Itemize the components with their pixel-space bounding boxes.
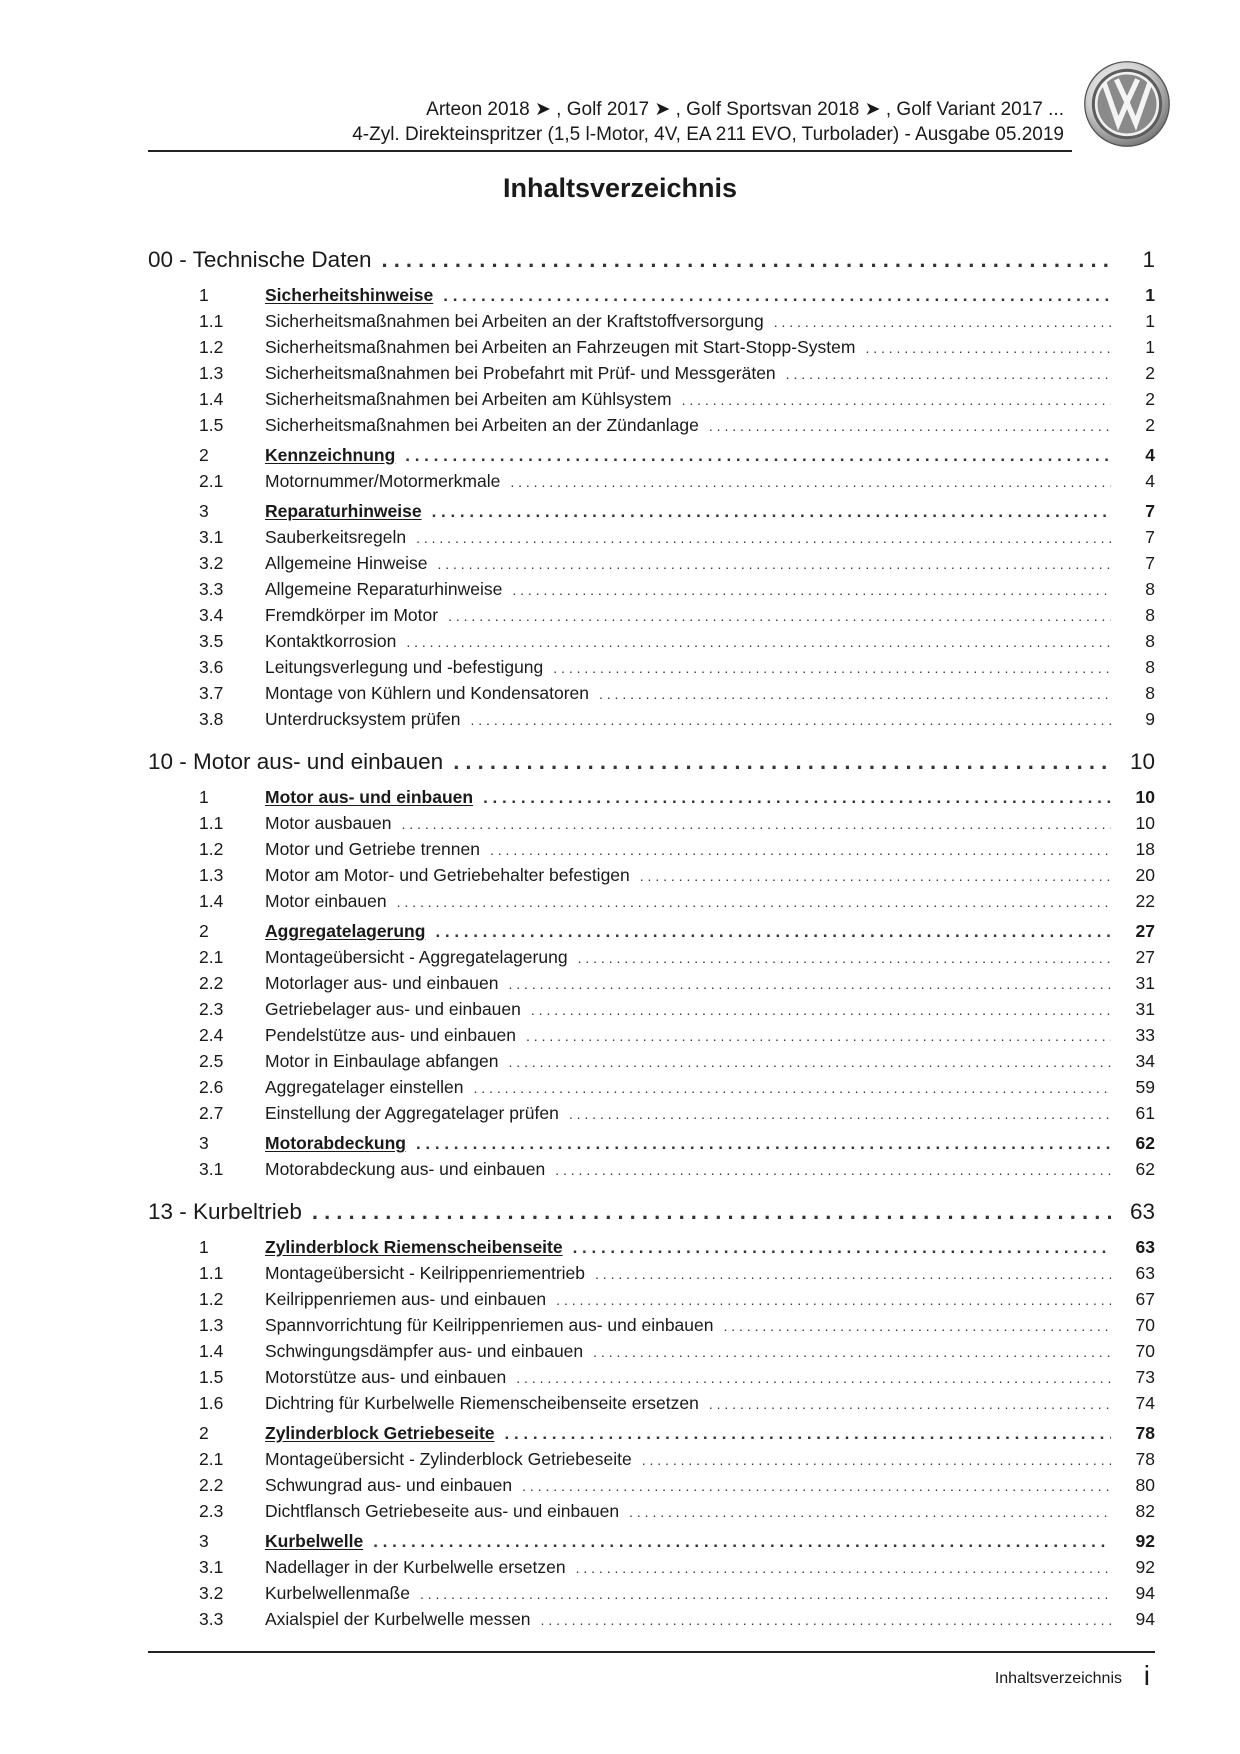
toc-entry-title: Motor am Motor- und Getriebehalter befestigen <box>265 865 630 885</box>
dot-leader <box>432 499 1111 525</box>
toc-section[interactable] <box>148 784 1155 810</box>
toc-entry-page: 2 <box>1145 389 1155 409</box>
toc-entry-number: 2.2 <box>199 973 224 993</box>
toc-entry-title: Dichtring für Kurbelwelle Riemenscheibenseite ersetzen <box>265 1393 699 1413</box>
toc-section[interactable] <box>148 1528 1155 1554</box>
toc-entry[interactable] <box>148 680 1155 706</box>
dot-leader <box>510 469 1111 495</box>
toc-entry-page: 61 <box>1135 1103 1155 1123</box>
toc-entry-number: 3.2 <box>199 553 224 573</box>
toc-section-title: Kurbelwelle <box>265 1531 364 1551</box>
toc-section-page: 63 <box>1135 1237 1155 1257</box>
toc-chapter-page: 1 <box>1142 247 1155 272</box>
toc-entry-title: Sicherheitsmaßnahmen bei Arbeiten an der Zündanlage <box>265 415 699 435</box>
toc-entry[interactable] <box>148 1074 1155 1100</box>
chapter-gap <box>148 1182 1155 1194</box>
chapter-gap <box>148 732 1155 744</box>
toc-entry[interactable] <box>148 1022 1155 1048</box>
dot-leader <box>593 1339 1111 1365</box>
toc-section-number: 2 <box>199 1423 209 1443</box>
toc-chapter-title: 00 - Technische Daten <box>148 247 372 272</box>
toc-section-title: Reparaturhinweise <box>265 501 422 521</box>
toc-entry-number: 3.6 <box>199 657 224 677</box>
toc-section-number: 3 <box>199 1531 209 1551</box>
toc-entry-number: 3.4 <box>199 605 224 625</box>
dot-leader <box>709 1391 1111 1417</box>
toc-entry-page: 78 <box>1135 1449 1155 1469</box>
toc-entry-title: Sauberkeitsregeln <box>265 527 407 547</box>
toc-entry-number: 1.2 <box>199 337 224 357</box>
toc-entry-number: 1.5 <box>199 415 224 435</box>
toc-section-title: Motorabdeckung <box>265 1133 406 1153</box>
toc-entry-page: 10 <box>1135 813 1155 833</box>
vw-logo-icon <box>1083 60 1171 148</box>
toc-section-page: 7 <box>1145 501 1155 521</box>
toc-entry-page: 92 <box>1135 1557 1155 1577</box>
toc-entry-page: 59 <box>1135 1077 1155 1097</box>
dot-leader <box>397 889 1111 915</box>
toc-entry-title: Unterdrucksystem prüfen <box>265 709 461 729</box>
dot-leader <box>505 1421 1111 1447</box>
toc-entry[interactable] <box>148 576 1155 602</box>
toc-entry-title: Sicherheitsmaßnahmen bei Arbeiten am Kühlsystem <box>265 389 672 409</box>
toc-entry-page: 22 <box>1135 891 1155 911</box>
dot-leader <box>629 1499 1111 1525</box>
toc-entry-page: 9 <box>1145 709 1155 729</box>
toc-section[interactable] <box>148 1234 1155 1260</box>
toc-section-title: Sicherheitshinweise <box>265 285 434 305</box>
toc-entry[interactable] <box>148 996 1155 1022</box>
toc-entry-number: 1.1 <box>199 813 224 833</box>
dot-leader <box>416 525 1111 551</box>
toc-entry-title: Spannvorrichtung für Keilrippenriemen aus- und einbauen <box>265 1315 714 1335</box>
toc-entry-page: 8 <box>1145 657 1155 677</box>
dot-leader <box>471 707 1112 733</box>
toc-entry[interactable] <box>148 308 1155 334</box>
toc-chapter-title: 13 - Kurbeltrieb <box>148 1199 302 1224</box>
toc-entry-page: 4 <box>1145 471 1155 491</box>
toc-entry[interactable] <box>148 1446 1155 1472</box>
toc-entry-title: Motorabdeckung aus- und einbauen <box>265 1159 546 1179</box>
toc-entry-page: 80 <box>1135 1475 1155 1495</box>
dot-leader <box>473 1075 1111 1101</box>
toc-entry[interactable] <box>148 1364 1155 1390</box>
toc-entry-number: 1.6 <box>199 1393 224 1413</box>
toc-entry-number: 3.3 <box>199 579 224 599</box>
toc-entry-page: 7 <box>1145 553 1155 573</box>
toc-entry[interactable] <box>148 810 1155 836</box>
toc-entry-number: 1.2 <box>199 839 224 859</box>
toc-entry-number: 2.1 <box>199 947 224 967</box>
toc-entry-page: 8 <box>1145 579 1155 599</box>
toc-section-title: Kennzeichnung <box>265 445 396 465</box>
toc-entry-title: Allgemeine Hinweise <box>265 553 428 573</box>
toc-entry-number: 1.2 <box>199 1289 224 1309</box>
toc-entry-title: Motorstütze aus- und einbauen <box>265 1367 507 1387</box>
toc-entry-page: 8 <box>1145 631 1155 651</box>
dot-leader <box>509 971 1112 997</box>
footer-divider <box>148 1651 1155 1653</box>
toc-section[interactable] <box>148 498 1155 524</box>
toc-entry-number: 1.1 <box>199 311 224 331</box>
toc-entry-page: 1 <box>1145 311 1155 331</box>
toc-entry[interactable] <box>148 1156 1155 1182</box>
toc-section[interactable] <box>148 918 1155 944</box>
toc-section[interactable] <box>148 1130 1155 1156</box>
toc-entry-title: Schwingungsdämpfer aus- und einbauen <box>265 1341 584 1361</box>
toc-entry-page: 31 <box>1135 999 1155 1019</box>
toc-entry-number: 1.5 <box>199 1367 224 1387</box>
toc-entry-page: 63 <box>1135 1263 1155 1283</box>
toc-entry[interactable] <box>148 888 1155 914</box>
toc-entry[interactable] <box>148 360 1155 386</box>
toc-entry[interactable] <box>148 654 1155 680</box>
dot-leader <box>865 335 1111 361</box>
toc-entry[interactable] <box>148 602 1155 628</box>
dot-leader <box>490 837 1111 863</box>
dot-leader <box>416 1131 1111 1157</box>
toc-entry-title: Motor und Getriebe trennen <box>265 839 480 859</box>
dot-leader <box>373 1529 1111 1555</box>
toc-entry-number: 3.2 <box>199 1583 224 1603</box>
toc-section-number: 2 <box>199 921 209 941</box>
toc-entry-number: 3.5 <box>199 631 224 651</box>
dot-leader <box>573 1235 1111 1261</box>
toc-section-number: 1 <box>199 285 209 305</box>
toc-entry-title: Sicherheitsmaßnahmen bei Probefahrt mit Prüf- und Messgeräten <box>265 363 776 383</box>
toc-entry[interactable] <box>148 1286 1155 1312</box>
footer-page-number: i <box>1143 1660 1150 1691</box>
toc-entry-title: Leitungsverlegung und -befestigung <box>265 657 544 677</box>
toc-entry-title: Kontaktkorrosion <box>265 631 397 651</box>
toc-section-page: 27 <box>1135 921 1155 941</box>
dot-leader <box>541 1607 1111 1633</box>
toc-entry-page: 18 <box>1135 839 1155 859</box>
toc-entry-number: 2.1 <box>199 471 224 491</box>
footer-label: Inhaltsverzeichnis <box>994 1670 1122 1687</box>
toc-section-number: 2 <box>199 445 209 465</box>
dot-leader <box>774 309 1111 335</box>
toc-entry[interactable] <box>148 1048 1155 1074</box>
toc-entry-title: Axialspiel der Kurbelwelle messen <box>265 1609 531 1629</box>
toc-section-page: 62 <box>1135 1133 1155 1153</box>
toc-section-title: Motor aus- und einbauen <box>265 787 474 807</box>
toc-entry-number: 2.4 <box>199 1025 224 1045</box>
toc-entry-page: 31 <box>1135 973 1155 993</box>
toc-entry-number: 2.2 <box>199 1475 224 1495</box>
toc-entry-title: Motornummer/Motormerkmale <box>265 471 501 491</box>
toc-entry[interactable] <box>148 1606 1155 1632</box>
toc-entry[interactable] <box>148 334 1155 360</box>
toc-section-page: 78 <box>1135 1423 1155 1443</box>
toc-section-page: 4 <box>1145 445 1155 465</box>
dot-leader <box>599 681 1111 707</box>
toc-chapter-page: 63 <box>1129 1199 1155 1224</box>
dot-leader <box>512 577 1111 603</box>
toc-entry-number: 1.1 <box>199 1263 224 1283</box>
toc-entry-number: 3.7 <box>199 683 224 703</box>
toc-entry-number: 2.1 <box>199 1449 224 1469</box>
toc-entry-number: 2.3 <box>199 999 224 1019</box>
dot-leader <box>595 1261 1111 1287</box>
table-of-contents <box>148 242 1155 1632</box>
dot-leader <box>448 603 1111 629</box>
toc-entry[interactable] <box>148 1100 1155 1126</box>
toc-entry-number: 3.1 <box>199 527 224 547</box>
dot-leader <box>483 785 1111 811</box>
toc-section-number: 1 <box>199 787 209 807</box>
toc-entry-page: 70 <box>1135 1341 1155 1361</box>
toc-entry-page: 62 <box>1135 1159 1155 1179</box>
toc-entry[interactable] <box>148 944 1155 970</box>
header-vehicles: Arteon 2018 ➤ , Golf 2017 ➤ , Golf Sportsvan 2018 ➤ , Golf Variant 2017 ... <box>426 99 1064 120</box>
toc-entry-title: Montageübersicht - Aggregatelagerung <box>265 947 568 967</box>
toc-entry[interactable] <box>148 1312 1155 1338</box>
dot-leader <box>405 443 1111 469</box>
toc-section-title: Aggregatelagerung <box>265 921 426 941</box>
toc-section-page: 92 <box>1135 1531 1155 1551</box>
toc-entry[interactable] <box>148 1390 1155 1416</box>
dot-leader <box>522 1473 1111 1499</box>
toc-entry-page: 20 <box>1135 865 1155 885</box>
toc-entry-number: 2.6 <box>199 1077 224 1097</box>
dot-leader <box>401 811 1111 837</box>
dot-leader <box>420 1581 1111 1607</box>
toc-entry[interactable] <box>148 550 1155 576</box>
toc-entry-title: Fremdkörper im Motor <box>265 605 439 625</box>
toc-entry-title: Motor einbauen <box>265 891 387 911</box>
toc-entry-page: 82 <box>1135 1501 1155 1521</box>
toc-entry-page: 73 <box>1135 1367 1155 1387</box>
dot-leader <box>516 1365 1111 1391</box>
toc-chapter-page: 10 <box>1129 749 1155 774</box>
toc-section-page: 10 <box>1135 787 1155 807</box>
toc-section-page: 1 <box>1145 285 1155 305</box>
toc-entry-page: 27 <box>1135 947 1155 967</box>
toc-entry-page: 94 <box>1135 1583 1155 1603</box>
dot-leader <box>578 945 1111 971</box>
toc-entry[interactable] <box>148 836 1155 862</box>
dot-leader <box>569 1101 1111 1127</box>
toc-entry-number: 3.8 <box>199 709 224 729</box>
toc-entry[interactable] <box>148 628 1155 654</box>
toc-entry-page: 8 <box>1145 683 1155 703</box>
toc-entry-title: Montage von Kühlern und Kondensatoren <box>265 683 589 703</box>
toc-entry[interactable] <box>148 524 1155 550</box>
toc-entry-page: 7 <box>1145 527 1155 547</box>
toc-section[interactable] <box>148 1420 1155 1446</box>
toc-entry[interactable] <box>148 1472 1155 1498</box>
toc-section-title: Zylinderblock Getriebeseite <box>265 1423 495 1443</box>
toc-entry-number: 3.3 <box>199 1609 224 1629</box>
toc-entry[interactable] <box>148 862 1155 888</box>
dot-leader <box>553 655 1111 681</box>
toc-entry[interactable] <box>148 386 1155 412</box>
toc-entry-page: 1 <box>1145 337 1155 357</box>
dot-leader <box>786 361 1111 387</box>
toc-entry-number: 1.3 <box>199 363 224 383</box>
toc-section-title: Zylinderblock Riemenscheibenseite <box>265 1237 563 1257</box>
dot-leader <box>531 997 1111 1023</box>
toc-section[interactable] <box>148 282 1155 308</box>
toc-entry[interactable] <box>148 1260 1155 1286</box>
toc-entry-number: 1.4 <box>199 389 224 409</box>
toc-entry[interactable] <box>148 1498 1155 1524</box>
toc-entry[interactable] <box>148 970 1155 996</box>
toc-entry-title: Motor ausbauen <box>265 813 392 833</box>
toc-entry-page: 2 <box>1145 415 1155 435</box>
toc-entry-page: 94 <box>1135 1609 1155 1629</box>
toc-entry-title: Motorlager aus- und einbauen <box>265 973 499 993</box>
toc-entry-page: 70 <box>1135 1315 1155 1335</box>
header-divider <box>148 150 1072 152</box>
toc-entry-page: 67 <box>1135 1289 1155 1309</box>
toc-entry-title: Montageübersicht - Keilrippenriementrieb <box>265 1263 586 1283</box>
toc-entry-page: 74 <box>1135 1393 1155 1413</box>
toc-entry-title: Montageübersicht - Zylinderblock Getriebeseite <box>265 1449 632 1469</box>
dot-leader <box>555 1157 1111 1183</box>
dot-leader <box>556 1287 1111 1313</box>
toc-chapter[interactable] <box>148 744 1155 780</box>
toc-section[interactable] <box>148 442 1155 468</box>
toc-entry-title: Motor in Einbaulage abfangen <box>265 1051 499 1071</box>
dot-leader <box>642 1447 1111 1473</box>
dot-leader <box>435 919 1111 945</box>
toc-entry-title: Einstellung der Aggregatelager prüfen <box>265 1103 559 1123</box>
toc-entry[interactable] <box>148 1338 1155 1364</box>
dot-leader <box>443 283 1111 309</box>
toc-entry-number: 3.1 <box>199 1557 224 1577</box>
toc-entry-number: 1.3 <box>199 865 224 885</box>
toc-chapter[interactable] <box>148 242 1155 278</box>
page-title: Inhaltsverzeichnis <box>502 173 738 203</box>
toc-entry[interactable] <box>148 1554 1155 1580</box>
toc-entry[interactable] <box>148 468 1155 494</box>
dot-leader <box>406 629 1111 655</box>
toc-entry[interactable] <box>148 1580 1155 1606</box>
toc-chapter[interactable] <box>148 1194 1155 1230</box>
toc-entry-title: Getriebelager aus- und einbauen <box>265 999 521 1019</box>
toc-entry-title: Sicherheitsmaßnahmen bei Arbeiten an der Kraftstoffversorgung <box>265 311 764 331</box>
toc-entry[interactable] <box>148 412 1155 438</box>
toc-entry-page: 33 <box>1135 1025 1155 1045</box>
toc-section-number: 3 <box>199 501 209 521</box>
toc-entry-title: Schwungrad aus- und einbauen <box>265 1475 513 1495</box>
dot-leader <box>312 1194 1111 1230</box>
dot-leader <box>640 863 1111 889</box>
toc-entry-page: 8 <box>1145 605 1155 625</box>
dot-leader <box>723 1313 1111 1339</box>
toc-entry-number: 2.5 <box>199 1051 224 1071</box>
toc-section-number: 3 <box>199 1133 209 1153</box>
toc-entry-title: Allgemeine Reparaturhinweise <box>265 579 503 599</box>
toc-entry-title: Aggregatelager einstellen <box>265 1077 464 1097</box>
toc-chapter-title: 10 - Motor aus- und einbauen <box>148 749 444 774</box>
toc-entry-number: 2.7 <box>199 1103 224 1123</box>
toc-entry-number: 2.3 <box>199 1501 224 1521</box>
dot-leader <box>437 551 1111 577</box>
toc-entry-title: Sicherheitsmaßnahmen bei Arbeiten an Fahrzeugen mit Start-Stopp-System <box>265 337 856 357</box>
toc-entry-number: 3.1 <box>199 1159 224 1179</box>
toc-entry-title: Nadellager in der Kurbelwelle ersetzen <box>265 1557 566 1577</box>
dot-leader <box>709 413 1111 439</box>
dot-leader <box>453 744 1111 780</box>
toc-entry[interactable] <box>148 706 1155 732</box>
toc-entry-title: Keilrippenriemen aus- und einbauen <box>265 1289 547 1309</box>
toc-entry-number: 1.3 <box>199 1315 224 1335</box>
dot-leader <box>576 1555 1111 1581</box>
toc-section-number: 1 <box>199 1237 209 1257</box>
toc-entry-number: 1.4 <box>199 891 224 911</box>
toc-entry-number: 1.4 <box>199 1341 224 1361</box>
toc-entry-title: Kurbelwellenmaße <box>265 1583 410 1603</box>
toc-entry-page: 2 <box>1145 363 1155 383</box>
toc-entry-title: Pendelstütze aus- und einbauen <box>265 1025 517 1045</box>
dot-leader <box>526 1023 1111 1049</box>
toc-entry-page: 34 <box>1135 1051 1155 1071</box>
dot-leader <box>509 1049 1111 1075</box>
dot-leader <box>682 387 1111 413</box>
dot-leader <box>381 242 1111 278</box>
header-engine: 4-Zyl. Direkteinspritzer (1,5 l-Motor, 4V, EA 211 EVO, Turbolader) - Ausgabe 05.2019 <box>352 124 1064 145</box>
toc-entry-title: Dichtflansch Getriebeseite aus- und einbauen <box>265 1501 620 1521</box>
